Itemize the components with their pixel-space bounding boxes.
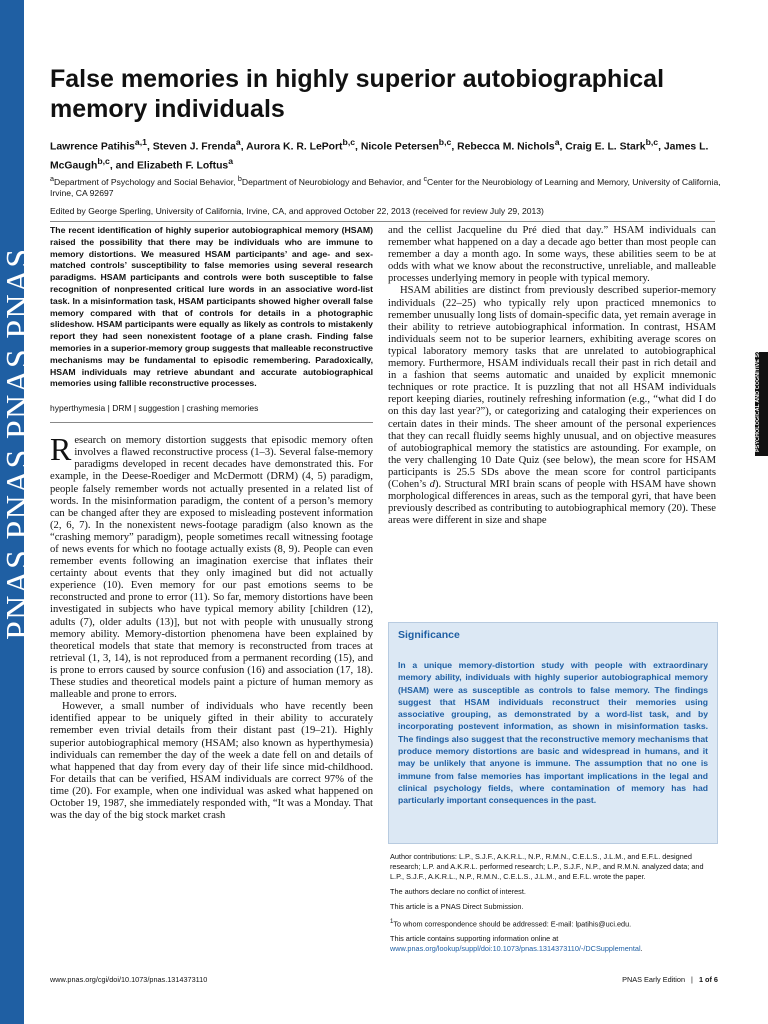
significance-text: In a unique memory-distortion study with people with extraordinary memory ability, individuals with highly superior autobiographical memory (HSAM) were as susceptible as controls to false memory. The findings suggest that HSAM individuals reconstruct their memories using associative grouping, as demonstrated by a word-list task, and by incorporating postevent information, as shown in misinformation tasks. The findings also suggest that the reconstructive memory mechanisms that produce memory distortions are basic and widespread in humans, and it may be unlikely that anyone is immune. The assumption that no one is immune from false memories has important implications in the legal and clinical psychology fields, where contamination of memory has had particularly important consequences in the past. (398, 660, 708, 806)
body-p1-text: esearch on memory distortion suggests that episodic memory often involves a flawed reconstructive process (1–3). Several false-memory paradigms developed in recent decades have demonstrated this. For example, in the Deese-Roediger and McDermott (DRM) (4, 5) paradigm, people falsely remember words not actually presented in a related list of words. In the misinformation paradigm, the content of a person’s memory can be changed after they are exposed to misleading postevent information (2, 6, 7). In the nonexistent news-footage paradigm (also known as the “crashing memory” paradigm), people sometimes recall witnessing footage of news events for which no footage actually exists (8, 9). People can even remember events following an imagination exercise that inflates their certainty about events that they only imagined but did not actually experience (10). Even memory for our past emotions seems to be reconstructed and prone to error (11). So far, memory distortions have been investigated in subjects who have typical memory ability [children (12), adults (7), older adults (13)], but not with people with unusually strong memory ability. Memory-distortion phenomena have been explained by theoretical models that state that memory is reconstructed from traces at retrieval (1, 3, 14), is not reproduced from a permanent recording (15), and is prone to errors caused by source confusion (16) and association (17, 18). These studies and theoretical models paint a picture of human memory as malleable and prone to errors. (50, 435, 373, 701)
left-column (50, 225, 373, 822)
author-affil-sup: a (554, 137, 560, 147)
body-paragraph-1 (50, 431, 373, 701)
footnotes (390, 852, 718, 959)
pnas-watermark: PNAS PNAS PNAS PNAS (0, 247, 37, 640)
body-p4a: HSAM abilities are distinct from previously described superior-memory individuals (22–25) who typically rely upon practiced mnemonics to remember unusually long lists of domain-specific data, yet remain average in their ability to retrieve autobiographical information. In contrast, HSAM individuals seem not to be superior learners, exhibiting average scores on typical laboratory memory tasks that are unrelated to autobiographical memory. Furthermore, HSAM individuals recall their past in rich detail and in a fashion that seems automatic and unaided by explicit mnemonic techniques or rote practice. It is puzzling that not all HSAM individuals report keeping diaries, routinely refreshing information (e.g., “what did I do on this day last year?”), or categorizing and cataloging their experiences on certain dates in their minds. The sheer amount of the personal experiences that they can recall fluidly seems highly unusual, and on objective measures of autobiographical memory the statistics are astounding. For example, on the very challenging 10 Date Quiz (see below), the mean score for HSAM participants is 25.5 SDs above the mean score for control participants (Cohen’s (388, 285, 716, 490)
author-affil-sup: b,c (342, 137, 356, 147)
right-column (388, 225, 716, 527)
pnas-side-strip (0, 0, 37, 1024)
author-name: Steven J. Frenda (152, 141, 236, 153)
author-name: Craig E. L. Stark (565, 141, 646, 153)
footer-doi[interactable]: www.pnas.org/cgi/doi/10.1073/pnas.1314373110 (50, 975, 208, 984)
keywords-rule (50, 422, 373, 423)
body-left (50, 431, 373, 822)
article-title: False memories in highly superior autobiographical memory individuals (50, 65, 665, 123)
affil-b: Department of Neurobiology and Behavior, and (241, 176, 424, 187)
author-list: Lawrence Patihis$^{a,1}$, Steven J. Frenda$^a$, Aurora K. R. LePort$^{b,c}$, Nicole Petersen$^{b,c}$, Rebecca M. Nichols$^a$, Craig E. L. Stark$^{b,c}$, James L. McGaugh$^{b,c}$, and Elizabeth F. Loftus$^a$ (50, 137, 709, 172)
author-affil-sup: a (228, 156, 234, 167)
drop-cap: R (50, 431, 72, 468)
section-tag-label: PSYCHOLOGICAL AND COGNITIVE SCIENCES (755, 329, 761, 452)
body-p4b: ). Structural MRI brain scans of people with HSAM have shown morphological differences in areas, such as the temporal gyri, that have been previously described as contributing to autobiographical memory (20). These areas were different in size and shape (388, 478, 716, 527)
author-name: Elizabeth F. Loftus (137, 160, 229, 172)
abstract: The recent identification of highly superior autobiographical memory (HSAM) raised the possibility that there may be individuals who are immune to memory distortions. We measured HSAM participants’ and age- and sex-matched controls’ susceptibility to false memories using several research paradigms. HSAM participants and controls were both susceptible to false recognition of nonpresented critical lure words in an associative word-list task. In a misinformation task, HSAM participants showed higher overall false memory compared with that of controls for details in a photographic slideshow. HSAM participants were equally as likely as controls to mistakenly report they had seen nonexistent footage of a plane crash. Finding false memories in a superior-memory group suggests that malleable reconstructive mechanisms may be fundamental to episodic remembering. Paradoxically, HSAM individuals may retrieve abundant and accurate autobiographical memories using fallible reconstructive processes. (50, 225, 373, 389)
keywords: hyperthymesia | DRM | suggestion | crashing memories (50, 403, 259, 414)
author-affil-sup: a (235, 137, 241, 147)
author-name: Rebecca M. Nichols (457, 141, 555, 153)
page-number: 1 of 6 (698, 975, 718, 984)
conflict-statement: The authors declare no conflict of interest. (390, 887, 526, 896)
cohens-d: d (429, 478, 435, 490)
author-name: Nicole Petersen (360, 141, 439, 153)
author-contributions: Author contributions: L.P., S.J.F., A.K.R.L., N.P., R.M.N., C.E.L.S., J.L.M., and E.F.L. designed research; L.P. and A.K.R.L. performed research; L.P., S.J.F., N.P., and R.M.N. analyzed data; and L.P., S.J.F., A.K.R.L., N.P., R.M.N., C.E.L.S., J.L.M., and E.F.L. wrote the paper. (390, 852, 704, 881)
section-tag (755, 329, 768, 456)
affil-a: Department of Psychology and Social Behavior, (53, 176, 238, 187)
body-paragraph-3: and the cellist Jacqueline du Pré died that day.” HSAM individuals can remember what happened on a day a decade ago better than most people can remember a day a month ago. In some ways, these abilities seem to be at odds with what we know about the reconstructive, unreliable, and malleable processes underlying memory in people with typical memory. (388, 225, 716, 285)
correspondence-text: To whom correspondence should be addressed: E-mail: lpatihis@uci.edu. (393, 919, 632, 929)
supporting-end: . (640, 944, 643, 954)
author-affil-sup: b,c (645, 137, 659, 147)
corr-sup: 1 (390, 918, 394, 925)
submission-statement: This article is a PNAS Direct Submission. (390, 902, 524, 911)
author-name: James L. McGaugh (50, 141, 709, 172)
affil-sup-c: c (423, 175, 428, 183)
body-paragraph-4 (388, 285, 716, 527)
significance-box (388, 622, 718, 844)
affil-c: Center for the Neurobiology of Learning and Memory, University of California, Irvine, CA 92697 (50, 176, 721, 198)
footer-separator: | (691, 975, 693, 984)
author-name: Aurora K. R. LePort (246, 141, 343, 153)
author-affil-sup: a,1 (134, 137, 147, 147)
affiliations (50, 174, 740, 199)
affil-sup-a: a (50, 175, 54, 183)
footer-right (622, 975, 718, 984)
author-name: Lawrence Patihis (50, 141, 135, 153)
edited-by: Edited by George Sperling, University of California, Irvine, CA, and approved October 22, 2013 (received for review July 29, 2013) (50, 206, 544, 216)
supporting-link[interactable]: www.pnas.org/lookup/suppl/doi:10.1073/pnas.1314373110/-/DCSupplemental (390, 944, 641, 954)
supporting-info (390, 934, 718, 954)
header-rule (50, 221, 715, 222)
correspondence (390, 917, 718, 929)
supporting-text: This article contains supporting information online at (390, 934, 559, 944)
author-affil-sup: b,c (97, 156, 110, 167)
footer-edition: PNAS Early Edition (622, 975, 686, 984)
author-affil-sup: b,c (438, 137, 452, 147)
body-paragraph-2: However, a small number of individuals who have recently been identified appear to be uniquely gifted in their ability to accurately remember even trivial details from their distant past (19–21). Highly superior autobiographical memory (HSAM; also known as hyperthymesia) individuals can remember the day of the week a date fell on and details of what happened that day from every day of their life since mid-childhood. For details that can be verified, HSAM individuals are correct 97% of the time (20). For example, when one individual was asked what happened on October 19, 1987, she immediately responded with, “It was a Monday. That was the day of the big stock market crash (50, 701, 373, 822)
affil-sup-b: b (237, 175, 242, 183)
significance-title: Significance (398, 629, 460, 641)
